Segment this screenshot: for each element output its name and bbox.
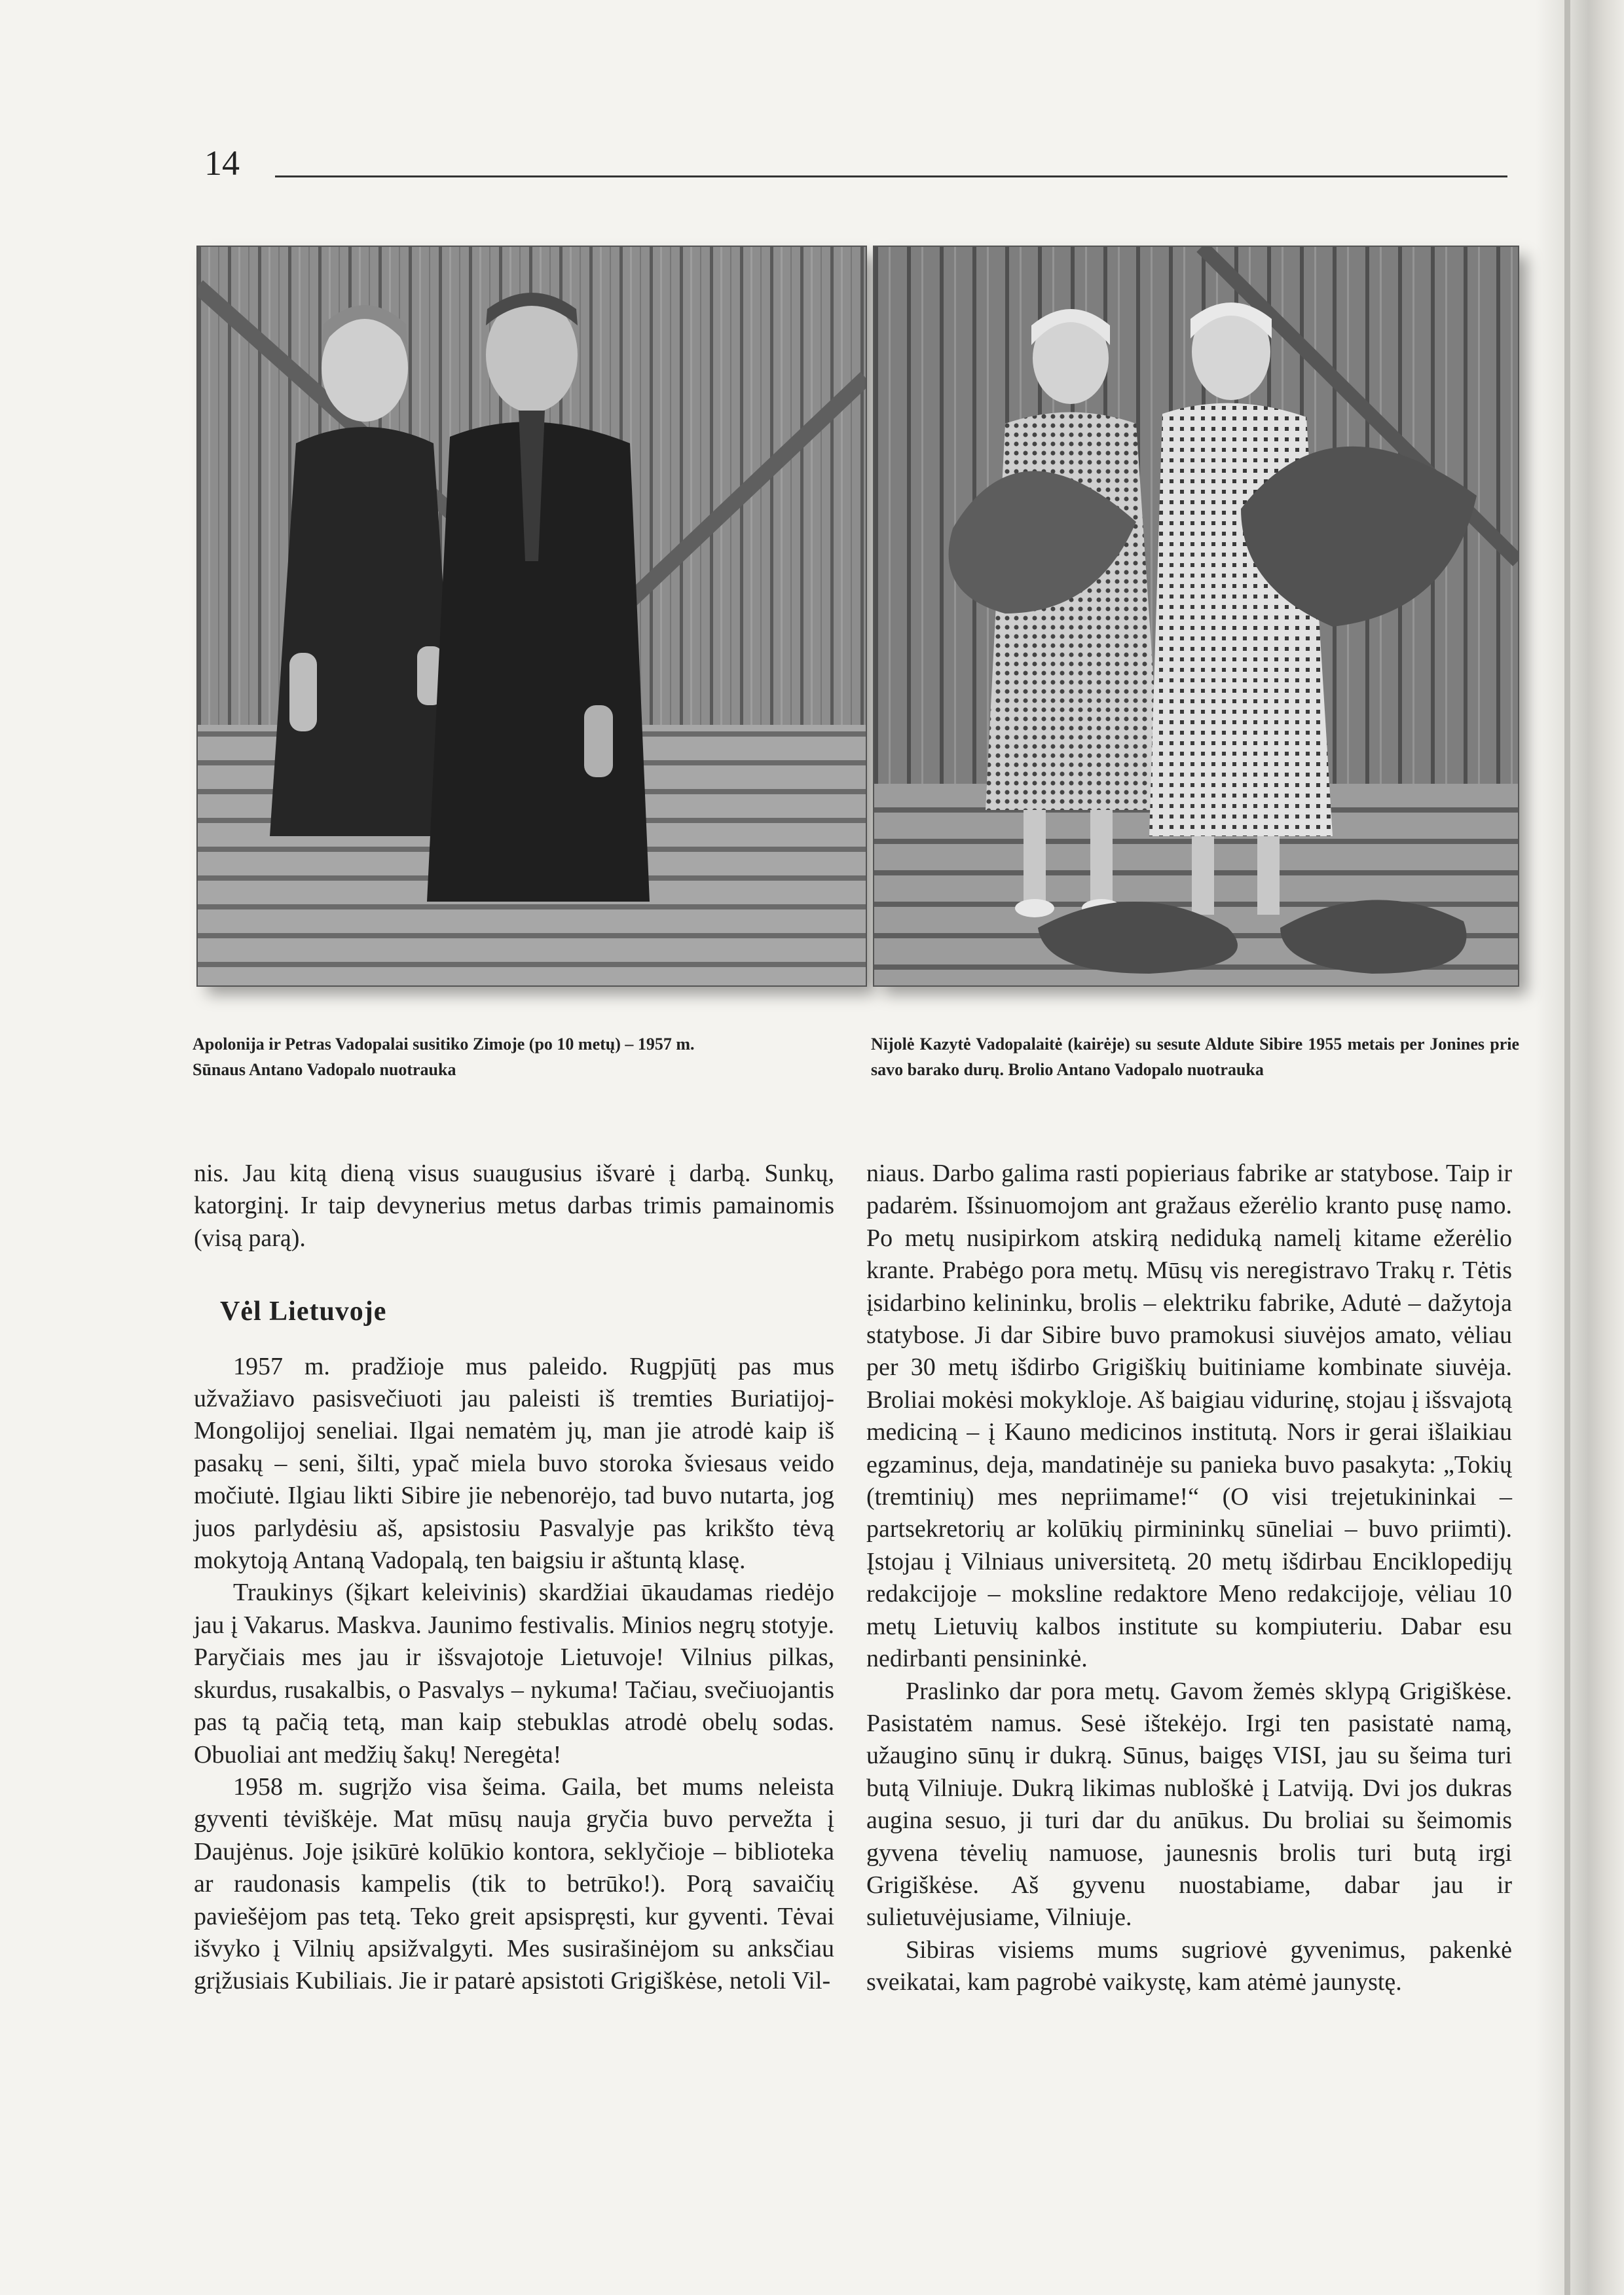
paragraph: Sibiras visiems mums sugriovė gyvenimus, pakenkė sveikatai, kam pagrobė vaikystę, kam atėmė jaunystę. (866, 1936, 1512, 1996)
book-spine-shadow (1536, 0, 1624, 2295)
paragraph: Traukinys (šįkart keleivinis) skardžiai ūkaudamas riedėjo jau į Vakarus. Maskva. Jaunimo festivalis. Minios negrų stotyje. Paryčiais mes jau ir išsvajotoje Lietuvoje! Vilnius pilkas, skurdus, rusakalbis, o Pasvalys – nykuma! Tačiau, svečiuojantis pas tą pačią tetą, man kaip stebuklas atrodė obelų sodas. Obuoliai ant medžių šakų! Neregėta! (194, 1579, 834, 1769)
photo-couple (198, 247, 866, 985)
section-heading: Vėl Lietuvoje (220, 1296, 387, 1327)
text-column-left (194, 1158, 834, 1998)
caption-couple-line1: Apolonija ir Petras Vadopalai susitiko Zimoje (po 10 metų) – 1957 m. (193, 1035, 695, 1054)
photo-sisters (874, 247, 1518, 985)
photo-couple-image (198, 247, 866, 985)
book-spine-line (1564, 0, 1570, 2295)
header-rule (275, 175, 1507, 177)
photo-sisters-image (874, 247, 1518, 985)
paragraph: 1958 m. sugrįžo visa šeima. Gaila, bet mums neleista gyventi tėviškėje. Mat mūsų nauja gryčia buvo pervežta į Daujėnus. Joje įsikūrė kolūkio kontora, seklyčioje – biblioteka ar raudonasis kampelis (tik to betrūko!). Porą savaičių paviešėjom pas tetą. Teko greit apsispręsti, kur gyventi. Tėvai išvyko į Vilnių apsižvalgyti. Mes susirašinėjom su anksčiau grįžusiais Kubiliais. Jie ir patarė apsistoti Grigiškėse, netoli Vil- (194, 1772, 834, 1995)
paragraph: niaus. Darbo galima rasti popieriaus fabrike ar statybose. Taip ir padarėm. Išsinuomojom ant gražaus ežerėlio kranto pusę namo. Po metų nusipirkom atskirą nediduką namelį kitame ežerėlio krante. Prabėgo pora metų. Mūsų vis neregistravo Trakų r. Tėtis įsidarbino kelininku, brolis – elektriku fabrike, Adutė – dažytoja statybose. Ji dar Sibire buvo pramokusi siuvėjos amato, vėliau per 30 metų išdirbo Grigiškių buitiniame kombinate siuvėja. Broliai mokėsi mokykloje. Aš baigiau vidurinę, stojau į išsvajotą mediciną – į Kauno medicinos institutą. Nors ir gerai išlaikiau egzaminus, deja, mandatinėje su panieka buvo pasakyta: „Tokių (tremtinių) mes nepriimame!“ (O visi trejetukininkai – partsekretorių ar kolūkių pirmininkų sūneliai – buvo priimti). Įstojau į Vilniaus universitetą. 20 metų išdirbau Enciklopedijų redakcijoje – moksline redaktore Meno redakcijoje, vėliau 10 metų Lietuvių kalbos institute su kompiuteriu. Dabar esu nedirbanti pensininkė. (866, 1160, 1512, 1673)
caption-couple (193, 1031, 847, 1082)
text-column-right (866, 1158, 1512, 1999)
paragraph: Praslinko dar pora metų. Gavom žemės sklypą Grigiškėse. Pasistatėm namus. Sesė ištekėjo. Irgi ten pasistatė namą, užaugino sūnų ir dukrą. Sūnus, baigęs VISI, jau su šeima turi butą Vilniuje. Dukrą likimas nubloškė į Latviją. Dvi jos dukras augina sesuo, ji turi dar du anūkus. Du broliai su šeimomis gyvena tėvelių namuose, jaunesnis brolis turi butą irgi Grigiškėse. Aš gyvenu nuostabiame, dabar jau ir sulietuvėjusiame, Vilniuje. (866, 1677, 1512, 1932)
caption-sisters: Nijolė Kazytė Vadopalaitė (kairėje) su sesute Aldute Sibire 1955 metais per Jonines prie savo barako durų. Brolio Antano Vadopalo nuotrauka (871, 1035, 1519, 1079)
paragraph: nis. Jau kitą dieną visus suaugusius išvarė į darbą. Sunkų, katorginį. Ir taip devynerius metus darbas trimis pamainomis (visą parą). (194, 1160, 834, 1252)
caption-couple-line2: Sūnaus Antano Vadopalo nuotrauka (193, 1060, 456, 1079)
paragraph: 1957 m. pradžioje mus paleido. Rugpjūtį pas mus užvažiavo pasisvečiuoti jau paleisti iš tremties Buriatijoj-Mongolijoj seneliai. Ilgai nematėm jų, man jie atrodė kaip iš pasakų – seni, šilti, ypač miela buvo storoka šviesaus veido močiutė. Ilgiau likti Sibire jie nebenorėjo, tad buvo nutarta, jog juos parlydėsiu aš, apsistosiu Pasvalyje pas krikšto tėvą mokytoją Antaną Vadopalą, ten baigsiu ir aštuntą klasę. (194, 1352, 834, 1575)
page-number: 14 (204, 143, 240, 183)
